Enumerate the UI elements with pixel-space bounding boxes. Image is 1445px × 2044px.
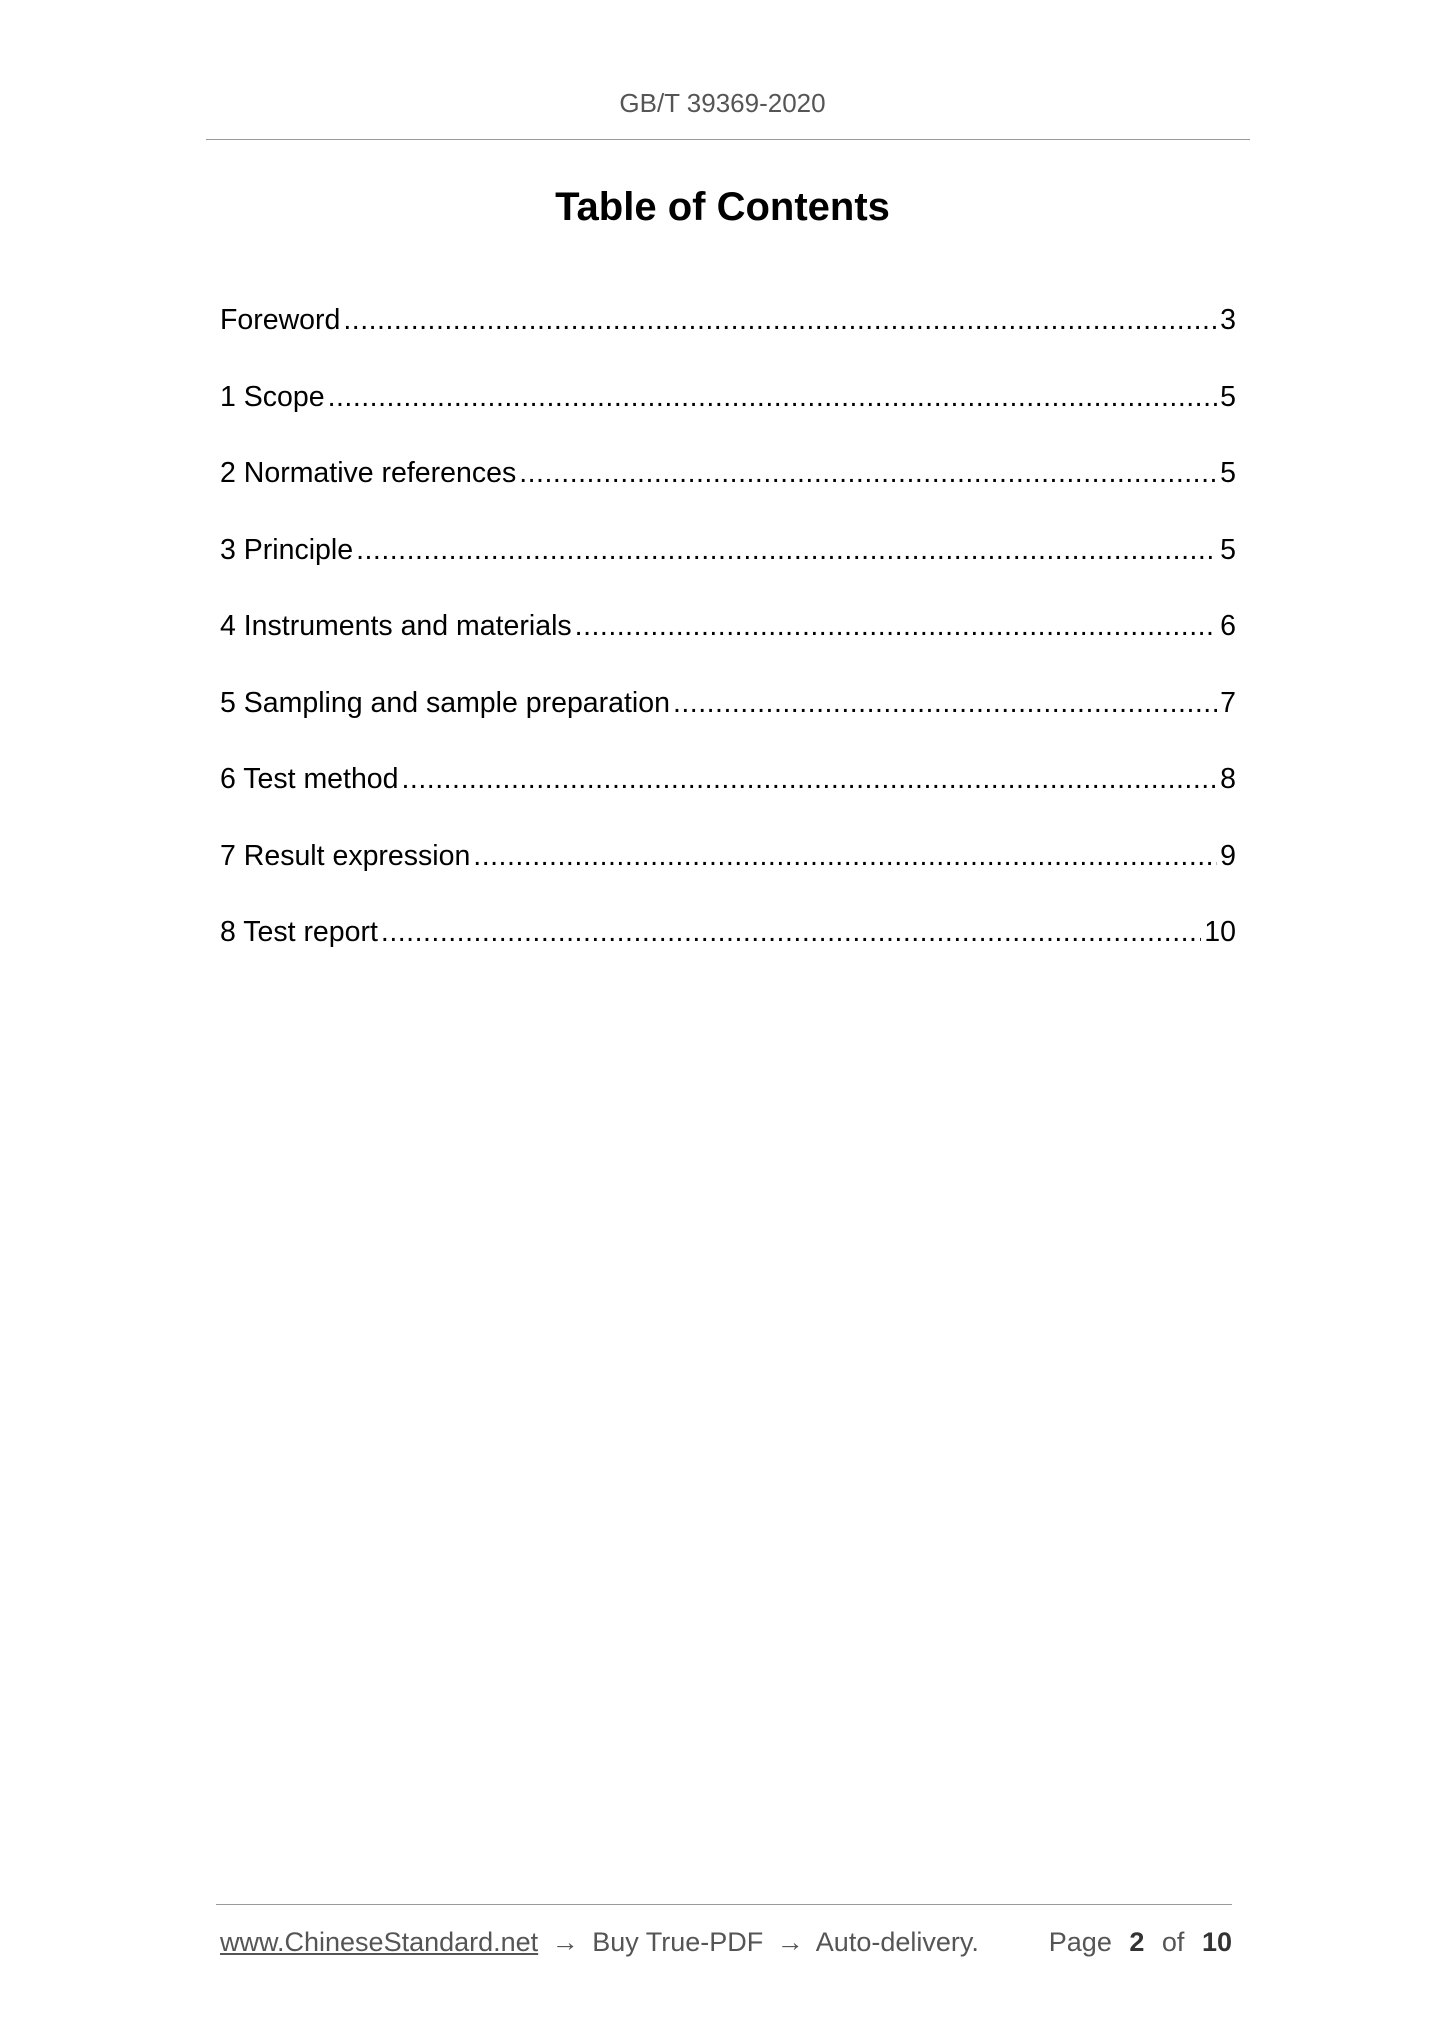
toc-dot-leader: [356, 533, 1217, 567]
toc-page-number: 6: [1220, 610, 1236, 642]
of-word: of: [1161, 1927, 1185, 1957]
toc-entry-scope[interactable]: [220, 380, 1236, 457]
toc-entry-test-method[interactable]: [220, 762, 1236, 839]
toc-page-number: 3: [1220, 304, 1236, 336]
toc-entry-label: 6 Test method: [220, 763, 399, 795]
toc-entry-label: 7 Result expression: [220, 839, 471, 872]
toc-entry-foreword[interactable]: [220, 303, 1236, 380]
toc-entry-label: 5 Sampling and sample preparation: [220, 686, 670, 719]
toc-dot-leader: [343, 303, 1217, 337]
page-indicator: [1049, 1927, 1232, 1958]
website-link[interactable]: www.ChineseStandard.net: [220, 1927, 539, 1957]
toc-page-number: 8: [1220, 763, 1236, 795]
toc-page-number: 7: [1220, 686, 1236, 719]
toc-entry-label: 2 Normative references: [220, 457, 517, 489]
page-footer: [220, 1927, 1232, 1958]
toc-dot-leader: [473, 839, 1217, 873]
arrow-right-icon: →: [551, 1927, 579, 1957]
toc-page-number: 5: [1220, 457, 1236, 489]
table-of-contents: [220, 303, 1236, 992]
toc-entry-instruments-and-materials[interactable]: [220, 609, 1236, 686]
header-divider: [206, 139, 1250, 140]
auto-delivery-text: Auto-delivery.: [815, 1927, 979, 1957]
arrow-right-icon: →: [776, 1927, 804, 1957]
toc-entry-label: 3 Principle: [220, 533, 354, 566]
toc-page-number: 5: [1220, 533, 1236, 566]
toc-dot-leader: [381, 915, 1201, 949]
toc-dot-leader: [402, 762, 1218, 796]
toc-entry-test-report[interactable]: [220, 915, 1236, 992]
footer-divider: [216, 1904, 1232, 1905]
toc-entry-normative-references[interactable]: [220, 456, 1236, 533]
toc-dot-leader: [673, 686, 1217, 720]
page-word: Page: [1048, 1927, 1112, 1957]
toc-dot-leader: [575, 609, 1217, 643]
footer-promo: [220, 1927, 979, 1958]
toc-entry-label: 1 Scope: [220, 380, 325, 413]
total-pages-number: 10: [1201, 1927, 1232, 1957]
toc-page-number: 9: [1220, 839, 1236, 872]
toc-entry-sampling[interactable]: [220, 686, 1236, 763]
toc-entry-result-expression[interactable]: [220, 839, 1236, 916]
page-title: Table of Contents: [555, 185, 890, 229]
toc-entry-label: Foreword: [220, 304, 341, 336]
toc-entry-principle[interactable]: [220, 533, 1236, 610]
current-page-number: 2: [1129, 1927, 1145, 1957]
toc-entry-label: 8 Test report: [220, 916, 378, 948]
toc-dot-leader: [328, 380, 1218, 414]
running-header: GB/T 39369-2020: [619, 88, 826, 118]
toc-page-number: 10: [1204, 916, 1236, 948]
buy-true-pdf-text: Buy True-PDF: [592, 1927, 764, 1957]
toc-dot-leader: [519, 456, 1217, 490]
toc-entry-label: 4 Instruments and materials: [220, 610, 572, 642]
toc-page-number: 5: [1220, 380, 1236, 413]
